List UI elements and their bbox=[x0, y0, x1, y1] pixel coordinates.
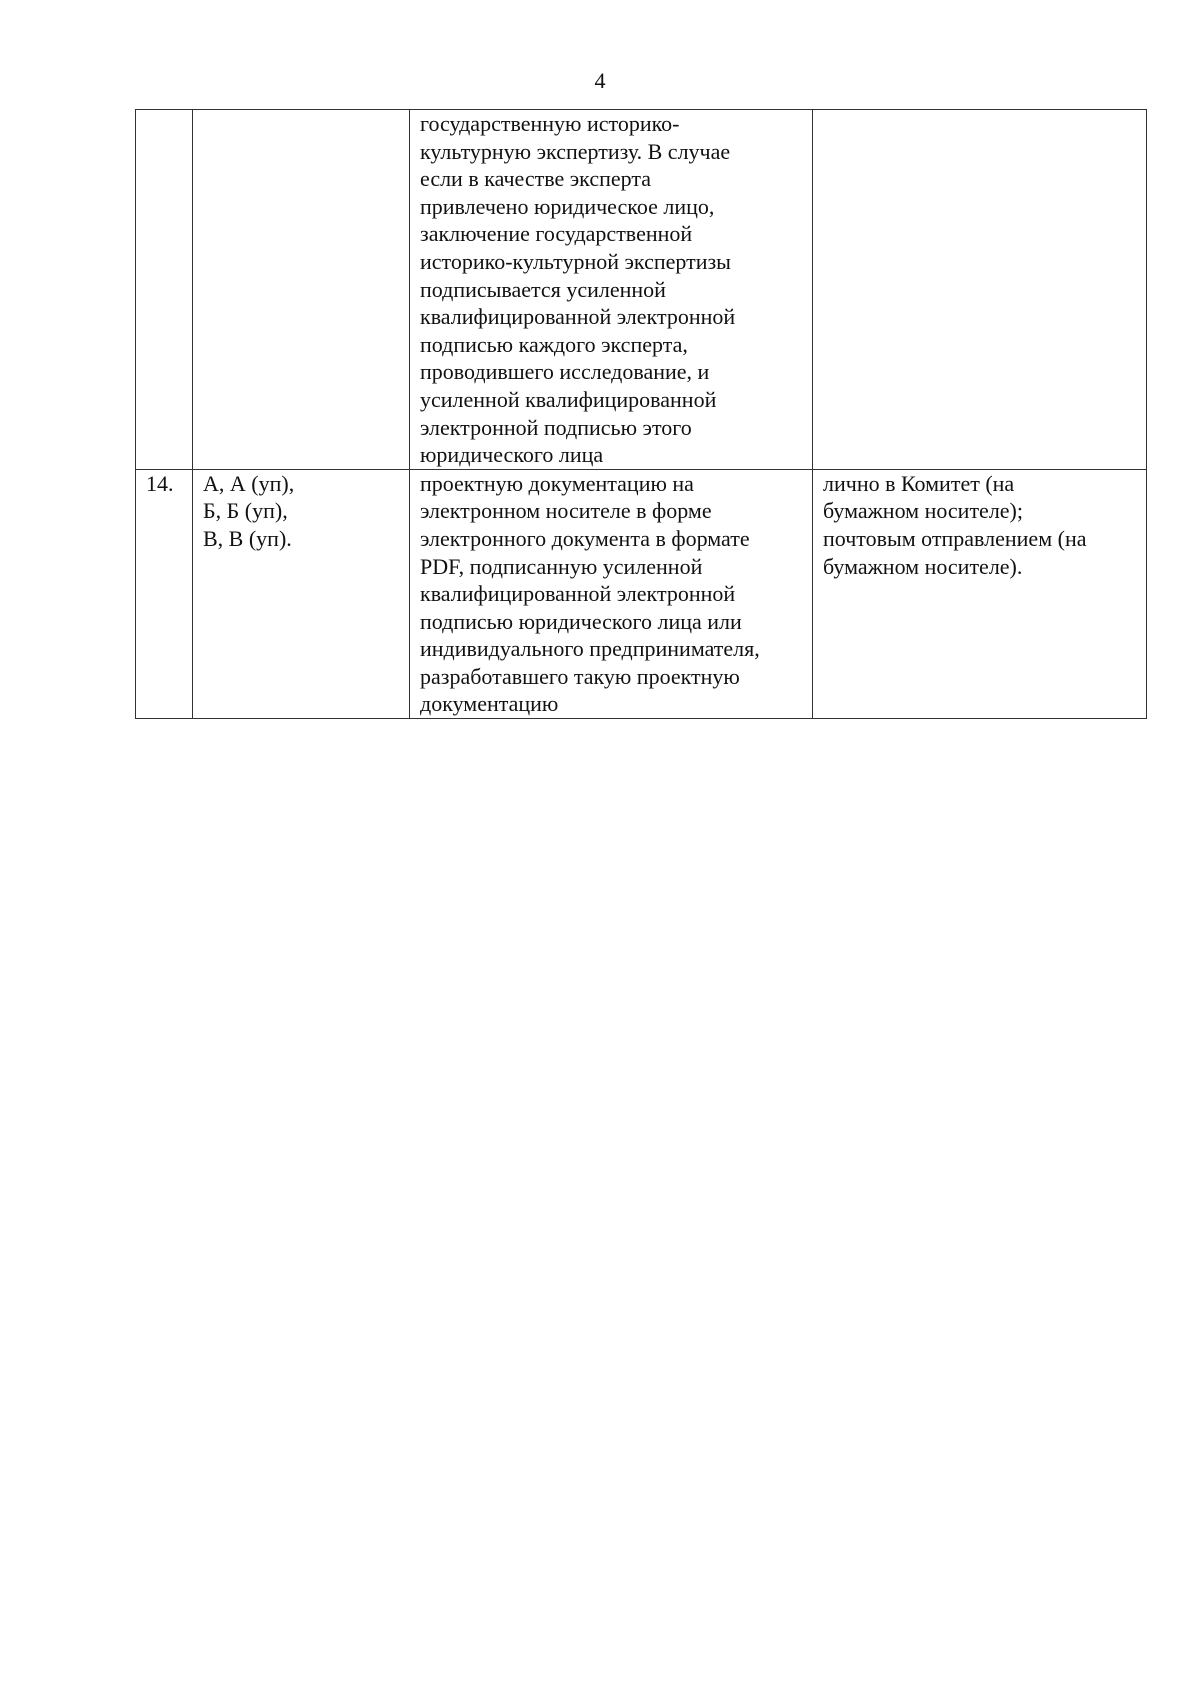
method-line: лично в Комитет (на bbox=[823, 470, 1015, 496]
categories-cell bbox=[193, 110, 410, 470]
document-line: подписью юридического лица или bbox=[420, 608, 742, 634]
table-row bbox=[136, 469, 1147, 718]
document-line: квалифицированной электронной bbox=[420, 304, 736, 330]
category-line: В, В (уп). bbox=[203, 525, 292, 551]
table-row bbox=[136, 110, 1147, 470]
document-line: PDF, подписанную усиленной bbox=[420, 553, 703, 579]
row-number-cell bbox=[136, 110, 193, 470]
document-line: заключение государственной bbox=[420, 221, 693, 247]
document-line: культурную экспертизу. В случае bbox=[420, 138, 731, 164]
document-line: документацию bbox=[420, 691, 559, 717]
document-cell bbox=[410, 110, 813, 470]
row-number: 14. bbox=[146, 470, 174, 496]
category-line: А, А (уп), bbox=[203, 470, 295, 496]
document-line: электронном носителе в форме bbox=[420, 498, 712, 524]
method-cell bbox=[813, 110, 1147, 470]
document-line: разработавшего такую проектную bbox=[420, 663, 740, 689]
document-line: проектную документацию на bbox=[420, 470, 694, 496]
document-line: подписывается усиленной bbox=[420, 276, 666, 302]
method-cell bbox=[813, 469, 1147, 718]
document-line: подписью каждого эксперта, bbox=[420, 331, 688, 357]
categories-cell bbox=[193, 469, 410, 718]
row-number-cell bbox=[136, 469, 193, 718]
category-line: Б, Б (уп), bbox=[203, 498, 288, 524]
method-line: почтовым отправлением (на bbox=[823, 525, 1087, 551]
document-line: индивидуального предпринимателя, bbox=[420, 636, 760, 662]
document-line: электронной подписью этого bbox=[420, 414, 692, 440]
document-line: электронного документа в формате bbox=[420, 525, 750, 551]
document-line: государственную историко- bbox=[420, 111, 680, 136]
document-line: если в качестве эксперта bbox=[420, 166, 651, 192]
document-line: историко-культурной экспертизы bbox=[420, 248, 731, 274]
document-line: проводившего исследование, и bbox=[420, 359, 710, 385]
document-line: привлечено юридическое лицо, bbox=[420, 193, 715, 219]
requirements-table bbox=[135, 109, 1147, 719]
document-line: усиленной квалифицированной bbox=[420, 386, 717, 412]
page-number: 4 bbox=[594, 68, 606, 93]
document-line: квалифицированной электронной bbox=[420, 581, 736, 607]
method-line: бумажном носителе); bbox=[823, 498, 1023, 524]
document-cell bbox=[410, 469, 813, 718]
method-line: бумажном носителе). bbox=[823, 553, 1023, 579]
document-line: юридического лица bbox=[420, 442, 604, 468]
